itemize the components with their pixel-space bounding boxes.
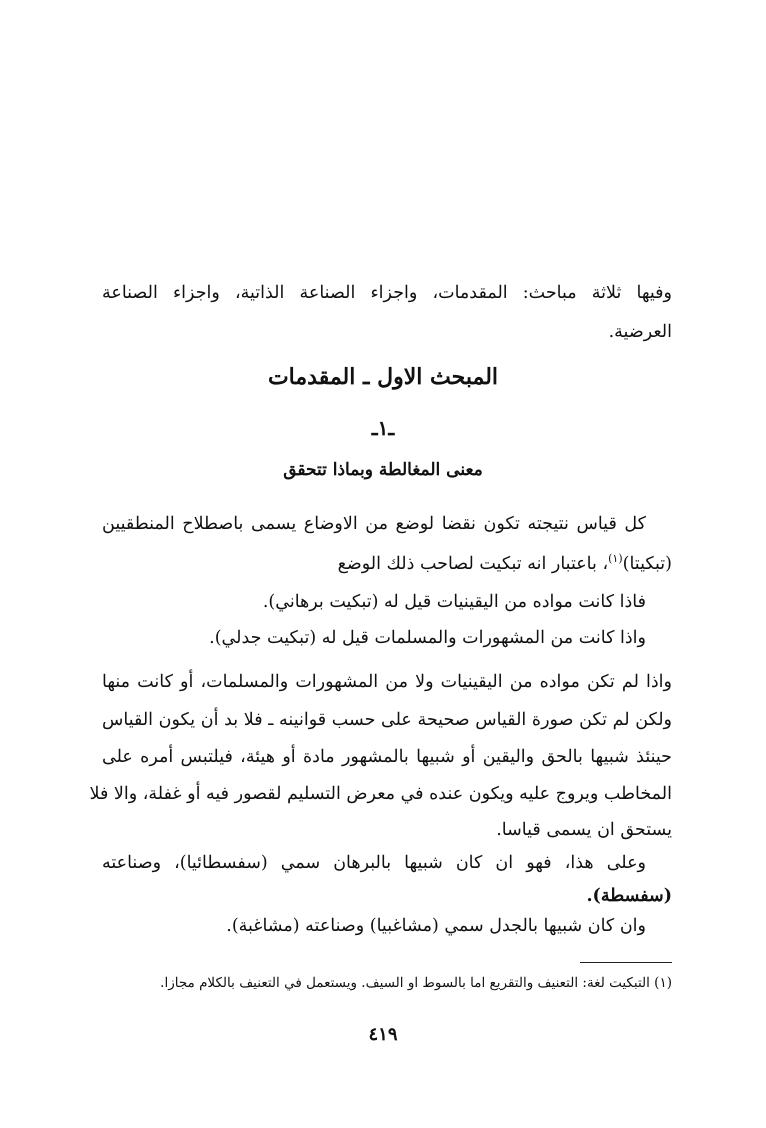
paragraph-4-line-4: المخاطب ويروج عليه ويكون عنده في معرض التسليم لقصور فيه أو غفلة، والا فلا xyxy=(89,784,672,804)
paragraph-3: واذا كانت من المشهورات والمسلمات قيل له (تبكيت جدلي). xyxy=(209,628,646,648)
footnote: (١) التبكيت لغة: التعنيف والتقريع اما بالسوط او السيف. ويستعمل في التعنيف بالكلام مجازا. xyxy=(160,975,672,991)
section-heading: المبحث الاول ـ المقدمات xyxy=(267,364,499,390)
footnote-ref: (١) xyxy=(608,552,623,565)
intro-line-2: العرضية. xyxy=(608,322,672,342)
footnote-divider xyxy=(580,962,672,963)
section-number: ـ١ـ xyxy=(371,416,395,440)
paragraph-4-line-3: حينئذ شبيها بالحق واليقين أو شبيها بالمشهور مادة أو هيئة، فيلتبس أمره على xyxy=(102,747,672,767)
intro-line-1: وفيها ثلاثة مباحث: المقدمات، واجزاء الصناعة الذاتية، واجزاء الصناعة xyxy=(102,283,672,303)
paragraph-4-line-5: يستحق ان يسمى قياسا. xyxy=(496,820,672,840)
paragraph-5-line-2: (سفسطة). xyxy=(586,886,672,906)
paragraph-1-line-2-rest: ، باعتبار انه تبكيت لصاحب ذلك الوضع xyxy=(337,553,609,574)
paragraph-4-line-1: واذا لم تكن مواده من اليقينيات ولا من المشهورات والمسلمات، أو كانت منها xyxy=(102,672,672,692)
paragraph-1-line-1: كل قياس نتيجته تكون نقضا لوضع من الاوضاع يسمى باصطلاح المنطقيين xyxy=(102,514,646,534)
paragraph-6: وان كان شبيها بالجدل سمي (مشاغبيا) وصناعته (مشاغبة). xyxy=(226,916,646,936)
term-tabkit: (تبكيتا) xyxy=(622,553,672,574)
section-subheading: معنى المغالطة وبماذا تتحقق xyxy=(283,460,483,480)
paragraph-2: فاذا كانت مواده من اليقينيات قيل له (تبكيت برهاني). xyxy=(262,592,646,612)
paragraph-1-line-2 xyxy=(338,552,672,574)
paragraph-4-line-2: ولكن لم تكن صورة القياس صحيحة على حسب قوانينه ـ فلا بد أن يكون القياس xyxy=(102,710,672,730)
paragraph-5-line-1: وعلى هذا، فهو ان كان شبيها بالبرهان سمي (سفسطائيا)، وصناعته xyxy=(102,853,646,873)
page-number: ٤١٩ xyxy=(368,1024,398,1045)
